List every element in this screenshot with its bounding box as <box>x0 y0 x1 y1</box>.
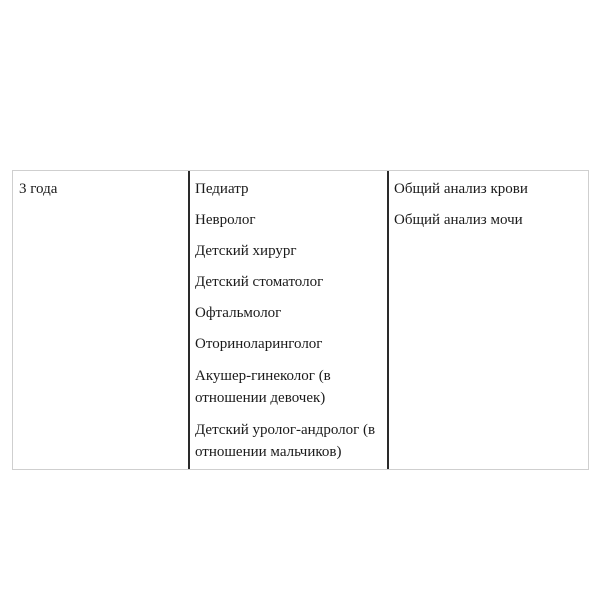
test-item: Общий анализ крови <box>394 181 528 197</box>
doctor-item: Оториноларинголог <box>195 336 323 352</box>
checkup-table <box>12 170 589 470</box>
doctor-item: Детский стоматолог <box>195 274 324 290</box>
doctor-item: Невролог <box>195 212 256 228</box>
age-cell <box>13 171 188 469</box>
test-item: Общий анализ мочи <box>394 212 523 228</box>
doctor-item: Офтальмолог <box>195 305 282 321</box>
doctor-item: Акушер-гинеколог (в отношении девочек) <box>195 368 331 406</box>
doctor-item: Детский хирург <box>195 243 297 259</box>
doctors-list <box>195 179 387 463</box>
doctors-cell <box>188 171 389 469</box>
doctor-item: Педиатр <box>195 181 249 197</box>
tests-list <box>394 179 588 231</box>
tests-cell <box>389 171 588 469</box>
age-label: 3 года <box>19 181 58 197</box>
doctor-item: Детский уролог-андролог (в отношении мальчиков) <box>195 422 376 460</box>
